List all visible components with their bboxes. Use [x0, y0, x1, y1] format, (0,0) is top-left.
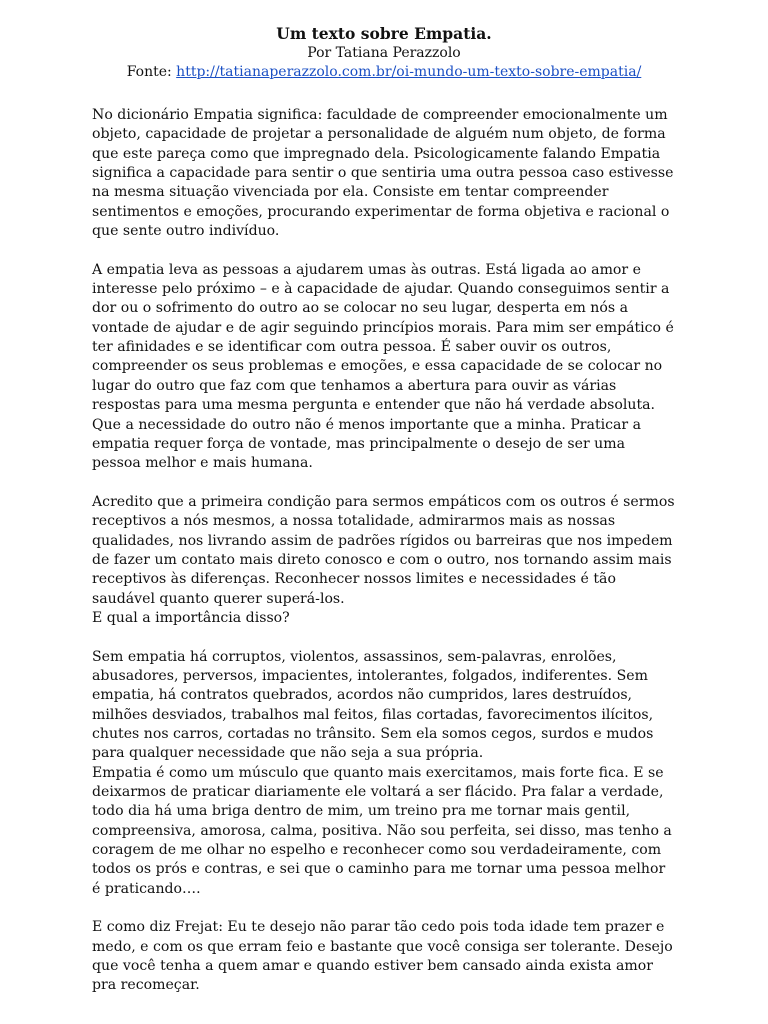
- paragraph-question: E qual a importância disso?: [92, 609, 290, 626]
- paragraph-receptive: Acredito que a primeira condição para sermos empáticos com os outros é sermos receptivos a nós mesmos, a nossa totalidade, admirarmos mais as nossas qualidades, nos livrando assim de padrões rígidos ou barreiras que nos impedem de fazer um contato mais direto conosco e com o outro, nos tornando assim mais receptivos às diferenças. Reconhecer nossos limites e necessidades é tão saudável quanto querer superá-los.: [92, 493, 675, 607]
- document-header: [92, 24, 676, 82]
- source-link[interactable]: http://tatianaperazzolo.com.br/oi-mundo-um-texto-sobre-empatia/: [176, 64, 642, 80]
- paragraph-frejat: E como diz Frejat: Eu te desejo não parar tão cedo pois toda idade tem prazer e medo, e com os que erram feio e bastante que você consiga ser tolerante. Desejo que você tenha a quem amar e quando estiver bem cansado ainda exista amor pra recomeçar.: [92, 919, 673, 994]
- paragraph-without-empathy: Sem empatia há corruptos, violentos, assassinos, sem-palavras, enrolões, abusadores, perversos, impacientes, intolerantes, folgados, indiferentes. Sem empatia, há contratos quebrados, acordos não cumpridos, lares destruídos, milhões desviados, trabalhos mal feitos, filas cortadas, favorecimentos ilícitos, chutes nos carros, cortadas no trânsito. Sem ela somos cegos, surdos e mudos para qualquer necessidade que não seja a sua própria.: [92, 648, 654, 762]
- source-label: Fonte:: [126, 64, 177, 80]
- paragraph-helping: A empatia leva as pessoas a ajudarem umas às outras. Está ligada ao amor e interesse pelo próximo – e à capacidade de ajudar. Quando conseguimos sentir a dor ou o sofrimento do outro ao se colocar no seu lugar, desperta em nós a vontade de ajudar e de agir seguindo princípios morais. Para mim ser empático é ter afinidades e se identificar com outra pessoa. É saber ouvir os outros, compreender os seus problemas e emoções, e essa capacidade de se colocar no lugar do outro que faz com que tenhamos a abertura para ouvir as várias respostas para uma mesma pergunta e entender que não há verdade absoluta. Que a necessidade do outro não é menos importante que a minha. Praticar a empatia requer força de vontade, mas principalmente o desejo de ser uma pessoa melhor e mais humana.: [92, 261, 674, 472]
- paragraph-definition: No dicionário Empatia significa: faculdade de compreender emocionalmente um objeto, capacidade de projetar a personalidade de alguém num objeto, de forma que este pareça como que impregnado dela. Psicologicamente falando Empatia significa a capacidade para sentir o que sentiria uma outra pessoa caso estivesse na mesma situação vivenciada por ela. Consiste em tentar compreender sentimentos e emoções, procurando experimentar de forma objetiva e racional o que sente outro indivíduo.: [92, 107, 674, 240]
- document-source: [92, 63, 676, 82]
- document-title: Um texto sobre Empatia.: [276, 24, 492, 43]
- document-author: Por Tatiana Perazzolo: [307, 45, 461, 61]
- document-body: [92, 106, 676, 996]
- paragraph-muscle: Empatia é como um músculo que quanto mais exercitamos, mais forte fica. E se deixarmos de praticar diariamente ele voltará a ser flácido. Pra falar a verdade, todo dia há uma briga dentro de mim, um treino pra me tornar mais gentil, compreensiva, amorosa, calma, positiva. Não sou perfeita, sei disso, mas tenho a coragem de me olhar no espelho e reconhecer como sou verdadeiramente, com todos os prós e contras, e sei que o caminho para me tornar uma pessoa melhor é praticando….: [92, 764, 672, 897]
